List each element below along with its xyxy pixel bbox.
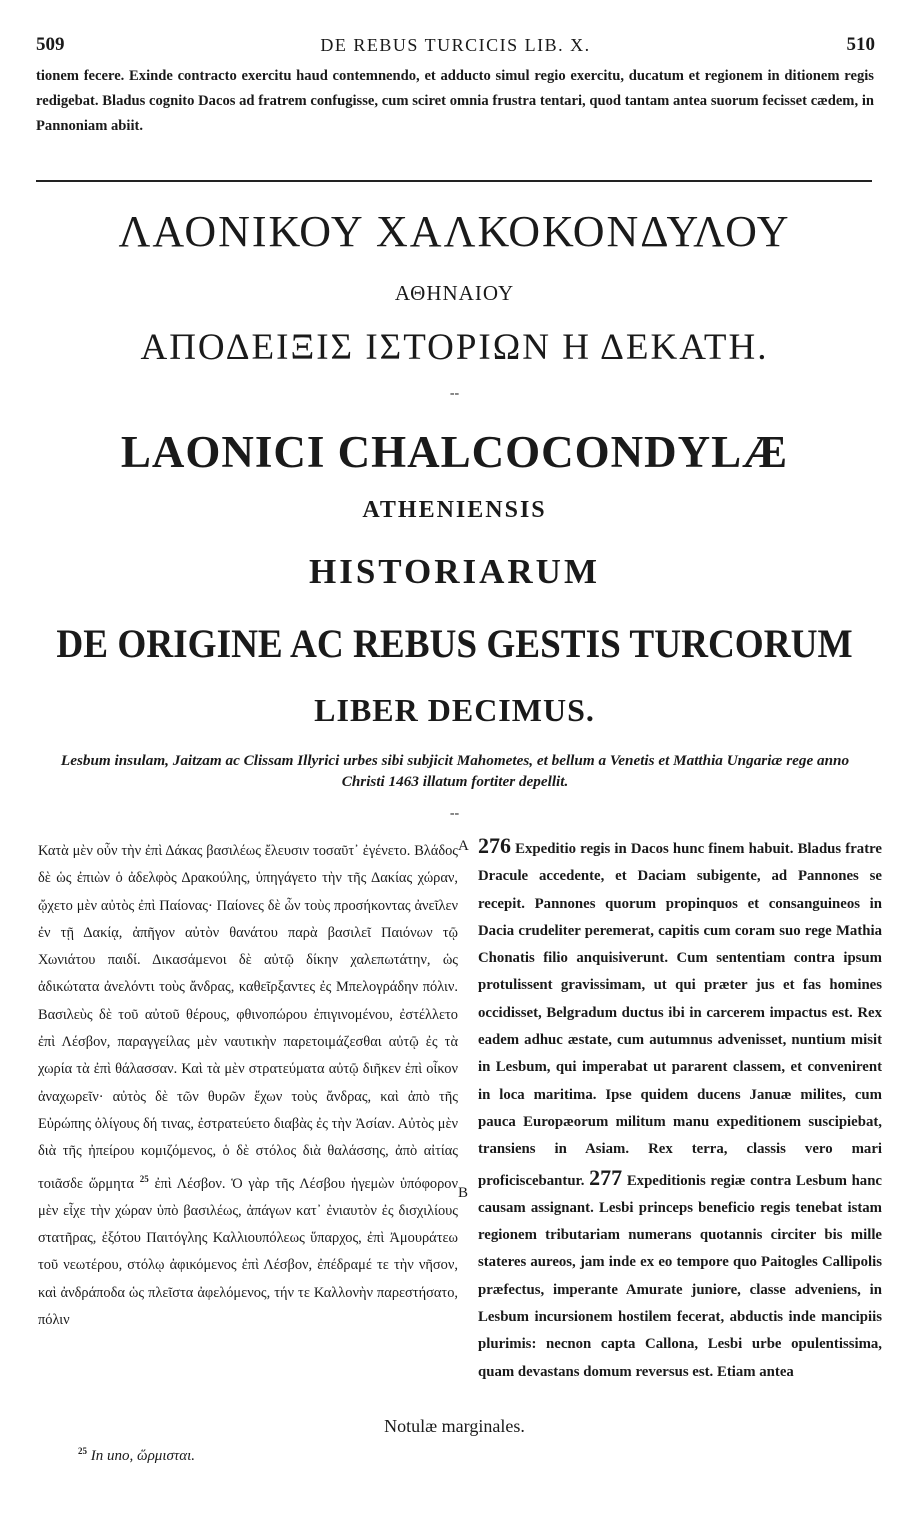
latin-text-part2: Expeditionis regiæ contra Lesbum hanc causam assignant. Lesbi princeps beneficio regis tenebat istam regionem tributariam numerans quotannis circiter bis mille stateres aureos, jam inde ex eo tempore quo Paitogles Callipolis præfectus, imperante Amurate juniore, classe adveniens, in Lesbum incursionem hostilem fecerat, abductis inde mancipiis plurimis: necnon capta Callona, Lesbi urbe opulentissima, quam devastans domum reversus est. Etiam antea <box>478 1172 882 1380</box>
running-title: DE REBUS TURCICIS LIB. X. <box>320 35 591 55</box>
margin-mark-a: A <box>458 838 469 854</box>
latin-work-title: HISTORIARUM <box>308 552 600 591</box>
latin-text-column <box>478 832 882 1386</box>
footnote-text: In uno, ὥρμισται. <box>90 1448 196 1464</box>
greek-text-column <box>38 838 458 1334</box>
latin-subject-title: DE ORIGINE AC REBUS GESTIS TURCORUM <box>56 621 853 666</box>
notulae-heading: Notulæ marginales. <box>384 1416 525 1436</box>
latin-text-part1: Expeditio regis in Dacos hunc finem habuit. Bladus fratre Dracule accedente, et Daciam subigente, ad Pannones se recepit. Pannones quorum propinquos et consanguineos in Dacia crudeliter peremerat, capitis cum coram suo rege Mathia Chonatis filio anquisiverunt. Cum sententiam contra ipsum protulissent gravissimam, ut qui præter jus et fas homines occidisset, Belgradum ductus ibi in carcerem impactus est. Rex eadem adhuc æstate, cum autumnus advenisset, nuntium misit in Lesbum, qui imperabat ut pararent classem, et convenirent in loca maritima. Ipse quidem ducens Januæ milites, cum pauca Europæorum militum manu expeditionem suscipiebat, transiens in Asiam. Rex terra, classis vero mari proficiscebantur. <box>478 841 882 1189</box>
continued-paragraph: tionem fecere. Exinde contracto exercitu haud contemnendo, et adducto simul regio exercitu, ducatum et regionem in ditionem regis redigebat. Bladus cognito Dacos ad fratrem confugisse, cum sciret omnia frustra tentari, quod tantam antea suorum fecisset cædem, in Pannoniam abiit. <box>36 68 874 134</box>
section-rule <box>36 180 872 182</box>
greek-text-part1: Κατὰ μὲν οὖν τὴν ἐπὶ Δάκας βασιλέως ἔλευσιν τοσαῦτ᾽ ἐγένετο. Βλάδος δὲ ὡς ἐπιὼν ὁ ἀδελφὸς Δρακούλης, ὑπηγάγετο τὴν τῆς Δακίας χώραν, ᾤχετο μὲν αὐτὸς ἐπὶ Παίονας· Παίονες δὲ ὧν τοὺς προσήκοντας ἀνεῖλεν ἐν τῇ Δακίᾳ, ἀπῆγον αὐτὸν θανάτου παρὰ βασιλεῖ Παιόνων τῷ Χωνιάτου παιδί. Δικασάμενοι δὲ αὐτῷ δίκην χαλεπωτάτην, ὡς ἀδικώτατα ἀνελόντι τοὺς ἄνδρας, καθεῖρξαντες ἐς Μπελογράδην πόλιν. Βασιλεὺς δὲ τοῦ αὐτοῦ θέρους, φθινοπώρου ἐπιγινομένου, ἐστέλλετο ἐπὶ Λέσβον, παραγγείλας μὲν ναυτικὴν παρετοιμάζεσθαι αὐτῷ ἐς τὰ χωρία τὰ ἐπὶ θάλασσαν. Καὶ τὰ μὲν στρατεύματα αὐτῷ διῆκεν ἐπὶ οἶκον ἀναχωρεῖν· αὐτὸς δὲ τῶν θυρῶν ἔχων τοὺς ἄνδρας, καὶ ἀπὸ τῆς Εὐρώπης ὀλίγους δή τινας, ἐστρατεύετο διαβὰς ἐς τὴν Ἀσίαν. Αὐτὸς μὲν διὰ τῆς ἠπείρου κομιζόμενος, ὁ δὲ στόλος διὰ θαλάσσης, ἀπὸ αἰτίας τοιᾶσδε ὥρμητα <box>38 843 458 1192</box>
margin-mark-b: B <box>458 1185 469 1201</box>
footnote-reference: 25 <box>139 1173 149 1184</box>
latin-author-title: LAONICI CHALCOCONDYLÆ <box>120 427 789 477</box>
footnote-number: 25 <box>78 1446 87 1456</box>
greek-origin-title: ΑΘΗΝΑΙΟΥ <box>394 281 515 305</box>
footnote <box>78 1446 195 1465</box>
section-number-277: 277 <box>589 1164 623 1190</box>
greek-text-part2: ἐπὶ Λέσβον. Ὁ γὰρ τῆς Λέσβου ἡγεμὼν ὑπόφορον μὲν εἶχε τὴν χώραν ὑπὸ βασιλέως, ἀπάγων κατ᾽ ἐνιαυτὸν ἐς δισχιλίους στατῆρας, ἐξότου Παιτόγλης Καλλιουπόλεως ὕπαρχος, ἐπὶ Ἀμουράτεω τοῦ νεωτέρου, στόλῳ ἀφικόμενος ἐπὶ Λέσβον, ἐπέδραμέ τε τὴν νῆσον, καὶ ἀνδράποδα ὡς πλεῖστα ἀφελόμενος, τήν τε Καλλονὴν παρεστήσατο, πόλιν <box>38 1175 458 1328</box>
greek-author-title: ΛΑΟΝΙΚΟΥ ΧΑΛΚΟΚΟΝΔΥΛΟΥ <box>118 207 791 256</box>
running-header <box>36 34 875 58</box>
page-number-right: 510 <box>846 34 875 55</box>
latin-origin-title: ATHENIENSIS <box>362 497 547 523</box>
greek-work-title: ΑΠΟΔΕΙΞΙΣ ΙΣΤΟΡΙΩΝ Η ΔΕΚΑΤΗ. <box>140 327 769 368</box>
title-separator: -- <box>449 386 460 401</box>
page-number-left: 509 <box>36 34 65 55</box>
chapter-summary: Lesbum insulam, Jaitzam ac Clissam Illyrici urbes sibi subjicit Mahometes, et bellum a Venetis et Matthia Ungariæ rege anno Christi 1463 illatum fortiter depellit. <box>60 752 850 790</box>
latin-book-title: LIBER DECIMUS. <box>314 692 595 728</box>
section-number-276: 276 <box>478 833 511 858</box>
summary-separator: -- <box>449 806 460 821</box>
